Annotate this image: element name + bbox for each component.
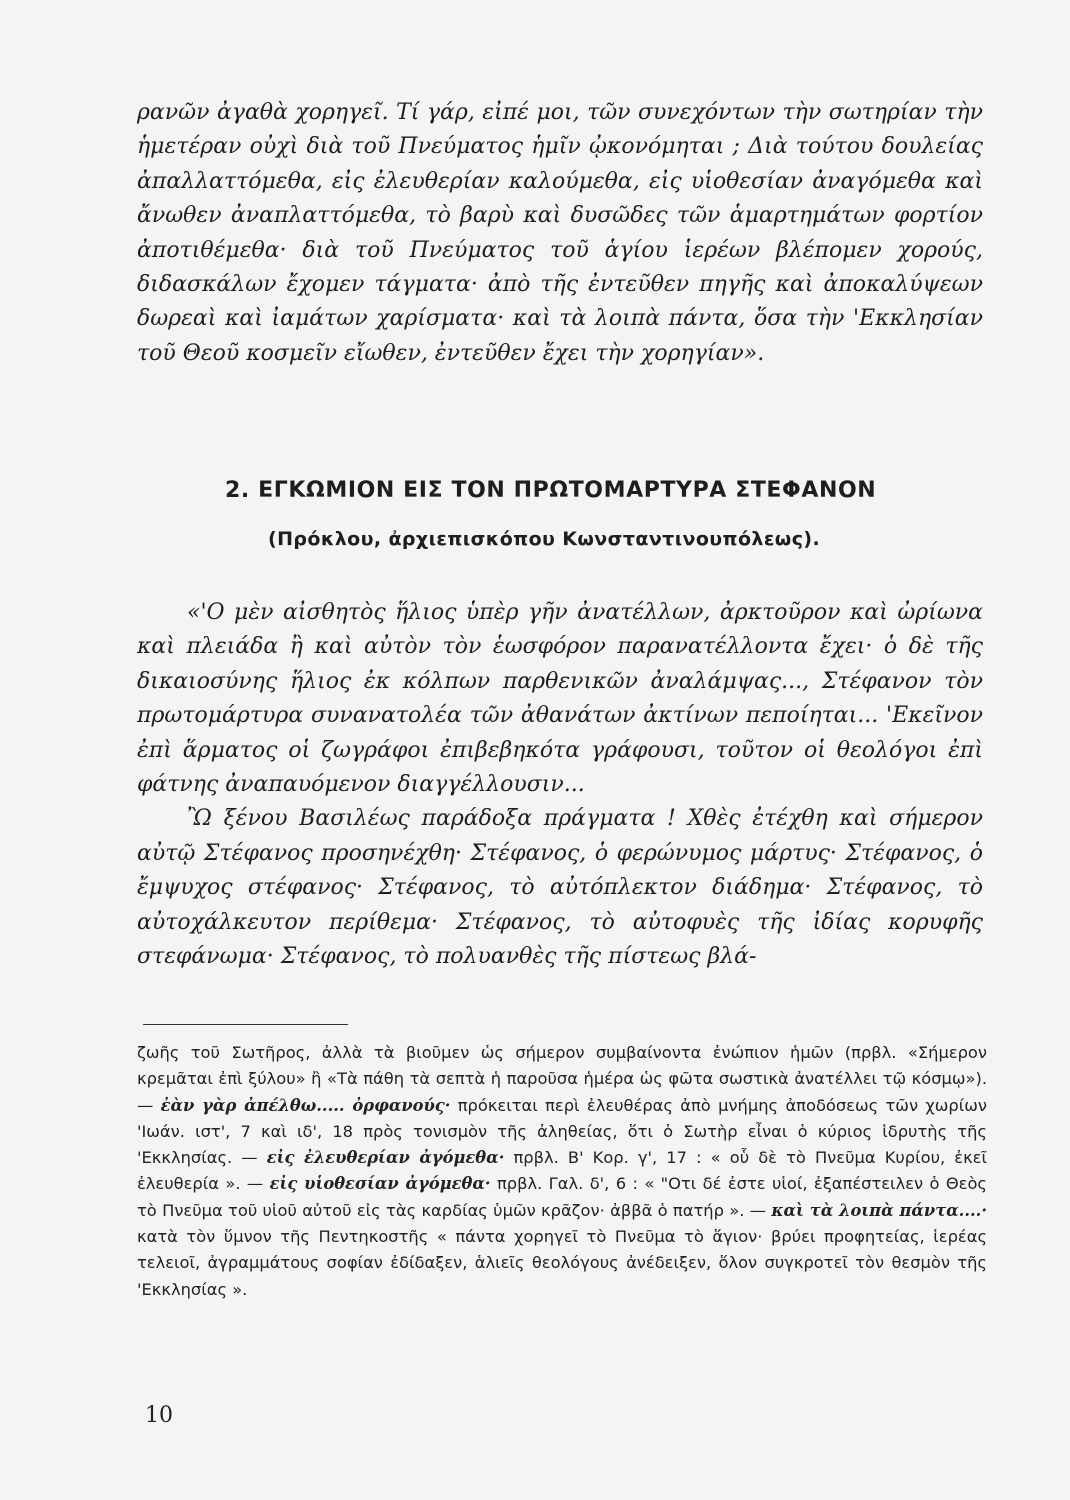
footnote-lemma-3: εἰς υἱοθεσίαν ἀγόμεθα· [269, 1174, 491, 1194]
continuation-paragraph [137, 96, 983, 371]
homily-paragraph-2: Ὢ ξένου Βασιλέως παράδοξα πράγματα ! Χθὲς ἐτέχθη καὶ σήμερον αὐτῷ Στέφανος προσηνέχθη· Στέφανος, ὁ φερώνυμος μάρτυς· Στέφανος, ὁ ἔμψυχος στέφανος· Στέφανος, τὸ αὐτόπλεκτον διάδημα· Στέφανος, τὸ αὐτοχάλκευτον περίθεμα· Στέφανος, τὸ αὐτοφυὲς τῆς ἰδίας κορυφῆς στεφάνωμα· Στέφανος, τὸ πολυανθὲς τῆς πίστεως βλά- [137, 806, 983, 970]
continuation-paragraph-text: ρανῶν ἀγαθὰ χορηγεῖ. Τί γάρ, εἰπέ μοι, τῶν συνεχόντων τὴν σωτηρίαν τὴν ἡμετέραν οὐχὶ διὰ τοῦ Πνεύματος ἡμῖν ᾠκονόμηται ; Διὰ τούτου δουλείας ἀπαλλαττόμεθα, εἰς ἐλευθερίαν καλούμεθα, εἰς υἱοθεσίαν ἀναγόμεθα καὶ ἄνωθεν ἀναπλαττόμεθα, τὸ βαρὺ καὶ δυσῶδες τῶν ἁμαρτημάτων φορτίον ἀποτιθέμεθα· διὰ τοῦ Πνεύματος τοῦ ἁγίου ἱερέων βλέπομεν χορούς, διδασκάλων ἔχομεν τάγματα· ἀπὸ τῆς ἐντεῦθεν πηγῆς καὶ ἀποκαλύψεων δωρεαὶ καὶ ἰαμάτων χαρίσματα· καὶ τὰ λοιπὰ πάντα, ὅσα τὴν 'Εκκλησίαν τοῦ Θεοῦ κοσμεῖν εἴωθεν, ἐντεῦθεν ἔχει τὴν χορηγίαν». [137, 100, 983, 366]
footnote-text-2: πρόκειται περὶ ἐλευθέρας ἀπὸ μνήμης ἀποδόσεως τῶν χωρίων 'Ιωάν. ιστ', 7 καὶ ιδ', 18 πρὸς τονισμὸν τῆς ἀληθείας, ὅτι ὁ Σωτὴρ εἶναι ὁ κύριος ἱδρυτὴς τῆς 'Εκκλησίας. — [137, 1095, 987, 1168]
footnote-text-5: κατὰ τὸν ὕμνον τῆς Πεντηκοστῆς « πάντα χορηγεῖ τὸ Πνεῦμα τὸ ἅγιον· βρύει προφητείας, ἱερέας τελειοῖ, ἀγραμμάτους σοφίαν ἐδίδαξεν, ἁλιεῖς θεολόγους ἀνέδειξεν, ὅλον συγκροτεῖ τὸν θεσμὸν τῆς 'Εκκλησίας ». [137, 1227, 987, 1299]
footnote-lemma-4: καὶ τὰ λοιπὰ πάντα....· [771, 1200, 988, 1220]
footnote-text-1: ζωῆς τοῦ Σωτῆρος, ἀλλὰ τὰ βιοῦμεν ὡς σήμερον συμβαίνοντα ἐνώπιον ἡμῶν (πρβλ. «Σήμερον κρεμᾶται ἐπὶ ξύλου» ἢ «Τὰ πάθη τὰ σεπτὰ ἡ παροῦσα ἡμέρα ὡς φῶτα σωστικὰ ἀνατέλλει τῷ κόσμῳ»). — [137, 1043, 987, 1115]
footnote [137, 1040, 987, 1303]
homily-paragraph-1: «'Ο μὲν αἰσθητὸς ἥλιος ὑπὲρ γῆν ἀνατέλλων, ἀρκτοῦρον καὶ ὠρίωνα καὶ πλειάδα ἢ καὶ αὐτὸν τὸν ἑωσφόρον παρανατέλλοντα ἔχει· ὁ δὲ τῆς δικαιοσύνης ἥλιος ἐκ κόλπων παρθενικῶν ἀναλάμψας..., Στέφανον τὸν πρωτομάρτυρα συνανατολέα τῶν ἀθανάτων ἀκτίνων πεποίηται... 'Εκεῖνον ἐπὶ ἅρματος οἱ ζωγράφοι ἐπιβεβηκότα γράφουσι, τοῦτον οἱ θεολόγοι ἐπὶ φάτνης ἀναπαυόμενον διαγγέλλουσιν... [137, 600, 983, 798]
section-subheading: (Πρόκλου, ἀρχιεπισκόπου Κωνσταντινουπόλεως). [268, 528, 821, 550]
footnote-separator [143, 1024, 348, 1025]
footnote-text-4: πρβλ. Γαλ. δ', 6 : « "Οτι δέ ἐστε υἱοί, ἐξαπέστειλεν ὁ Θεὸς τὸ Πνεῦμα τοῦ υἱοῦ αὐτοῦ εἰς τὰς καρδίας ὑμῶν κρᾶζον· ἀββᾶ ὁ πατήρ ». — [137, 1174, 987, 1220]
homily-text [137, 596, 983, 974]
footnote-text-3: πρβλ. Β' Κορ. γ', 17 : « οὗ δὲ τὸ Πνεῦμα Κυρίου, ἐκεῖ ἐλευθερία ». — [137, 1148, 987, 1194]
footnote-lemma-2: εἰς ἐλευθερίαν ἀγόμεθα· [266, 1148, 505, 1168]
section-heading: 2. ΕΓΚΩΜΙΟΝ ΕΙΣ ΤΟΝ ΠΡΩΤΟΜΑΡΤΥΡΑ ΣΤΕΦΑΝΟΝ [225, 478, 877, 503]
footnote-lemma-1: ἐὰν γὰρ ἀπέλθω..... ὀρφανούς· [160, 1095, 451, 1115]
page-number: 10 [145, 1403, 173, 1428]
